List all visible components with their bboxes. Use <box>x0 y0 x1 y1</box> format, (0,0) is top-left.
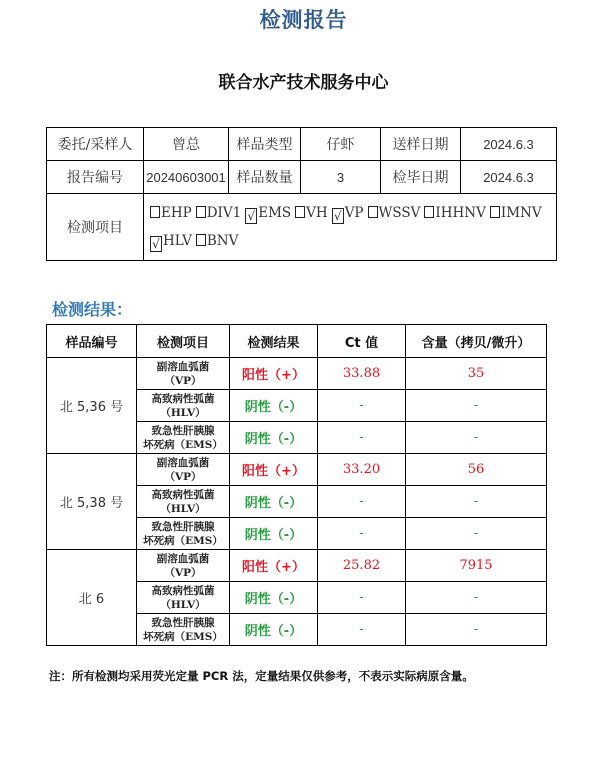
copies-value: - <box>406 422 547 454</box>
test-item-cell <box>137 454 230 486</box>
results-table <box>46 324 547 646</box>
unchecked-box-icon <box>490 206 500 218</box>
test-item-name: WSSV <box>378 205 421 221</box>
test-item-cell <box>137 518 230 550</box>
test-item-line1: 副溶血弧菌 <box>156 456 210 469</box>
results-header-row <box>47 325 547 358</box>
footnote: 注：所有检测均采用荧光定量 PCR 法，定量结果仅供参考，不表示实际病原含量。 <box>49 669 474 683</box>
test-item-line2: （HLV） <box>160 406 206 419</box>
test-item-cell <box>137 550 230 582</box>
test-item-line1: 致急性肝胰腺 <box>151 520 215 533</box>
test-item-name: IMNV <box>500 205 542 221</box>
report-title: 检测报告 <box>259 8 348 32</box>
ct-value: - <box>318 518 406 550</box>
copies-value: 35 <box>406 358 547 390</box>
test-item-line2: 坏死病（EMS） <box>143 438 223 451</box>
test-item-option <box>332 199 364 227</box>
result-positive: 阳性（+） <box>230 454 318 486</box>
header-ct-value: Ct 值 <box>318 325 406 358</box>
test-item-name: HLV <box>163 233 192 249</box>
test-item-option <box>196 199 242 227</box>
test-item-line2: 坏死病（EMS） <box>143 534 223 547</box>
test-item-name: EHP <box>161 205 192 221</box>
header-copies: 含量（拷贝/微升） <box>406 325 547 358</box>
results-section-title: 检测结果： <box>52 300 133 319</box>
result-negative: 阴性（-） <box>230 390 318 422</box>
sample-type-label: 样品类型 <box>229 128 301 161</box>
test-item-name: VH <box>306 205 328 221</box>
test-item-line1: 高致病性弧菌 <box>151 392 215 405</box>
unchecked-box-icon <box>196 234 206 246</box>
copies-value: - <box>406 518 547 550</box>
test-item-line2: （HLV） <box>160 502 206 515</box>
result-negative: 阴性（-） <box>230 582 318 614</box>
finish-date-label: 检毕日期 <box>381 161 461 194</box>
results-body <box>47 358 547 646</box>
test-item-line2: （VP） <box>164 470 202 483</box>
info-row-1 <box>47 128 557 161</box>
result-positive: 阳性（+） <box>230 358 318 390</box>
test-item-cell <box>137 614 230 646</box>
unchecked-box-icon <box>196 206 206 218</box>
sample-qty-value: 3 <box>301 161 381 194</box>
test-item-option <box>424 199 485 227</box>
sample-id: 北 5,36 号 <box>47 358 137 454</box>
info-row-2 <box>47 161 557 194</box>
test-item-cell <box>137 390 230 422</box>
test-item-name: VP <box>344 205 364 221</box>
test-items-list <box>144 194 557 261</box>
info-row-3 <box>47 194 557 261</box>
items-label: 检测项目 <box>47 194 144 261</box>
client-value: 曾总 <box>144 128 229 161</box>
result-row <box>47 550 547 582</box>
finish-date-value: 2024.6.3 <box>461 161 557 194</box>
result-positive: 阳性（+） <box>230 550 318 582</box>
header-test-result: 检测结果 <box>230 325 318 358</box>
checked-box-icon: √ <box>332 208 344 224</box>
result-row <box>47 358 547 390</box>
checked-box-icon: √ <box>245 208 257 224</box>
test-item-name: IHHNV <box>435 205 486 221</box>
result-negative: 阴性（-） <box>230 614 318 646</box>
test-item-option <box>368 199 421 227</box>
sample-type-value: 仔虾 <box>301 128 381 161</box>
test-item-line1: 致急性肝胰腺 <box>151 616 215 629</box>
test-item-line1: 副溶血弧菌 <box>156 360 210 373</box>
copies-value: 7915 <box>406 550 547 582</box>
sample-qty-label: 样品数量 <box>229 161 301 194</box>
test-item-name: EMS <box>258 205 292 221</box>
test-item-cell <box>137 582 230 614</box>
result-negative: 阴性（-） <box>230 486 318 518</box>
unchecked-box-icon <box>150 206 160 218</box>
ct-value: - <box>318 614 406 646</box>
report-no-value: 20240603001 <box>144 161 229 194</box>
unchecked-box-icon <box>368 206 378 218</box>
ct-value: - <box>318 390 406 422</box>
send-date-label: 送样日期 <box>381 128 461 161</box>
ct-value: 33.88 <box>318 358 406 390</box>
test-item-line2: （VP） <box>164 374 202 387</box>
test-item-line1: 高致病性弧菌 <box>151 584 215 597</box>
ct-value: 25.82 <box>318 550 406 582</box>
ct-value: 33.20 <box>318 454 406 486</box>
ct-value: - <box>318 422 406 454</box>
report-no-label: 报告编号 <box>47 161 144 194</box>
header-test-item: 检测项目 <box>137 325 230 358</box>
copies-value: - <box>406 390 547 422</box>
test-item-option <box>150 199 192 227</box>
copies-value: - <box>406 582 547 614</box>
test-item-option <box>490 199 542 227</box>
test-item-line2: （VP） <box>164 566 202 579</box>
test-item-option <box>196 227 238 255</box>
test-item-line1: 副溶血弧菌 <box>156 552 210 565</box>
organization-name: 联合水产技术服务中心 <box>218 73 389 93</box>
result-row <box>47 454 547 486</box>
send-date-value: 2024.6.3 <box>461 128 557 161</box>
test-item-cell <box>137 486 230 518</box>
test-item-line2: 坏死病（EMS） <box>143 630 223 643</box>
copies-value: - <box>406 486 547 518</box>
ct-value: - <box>318 582 406 614</box>
client-label: 委托/采样人 <box>47 128 144 161</box>
test-item-name: DIV1 <box>206 205 242 221</box>
sample-id: 北 5,38 号 <box>47 454 137 550</box>
test-item-cell <box>137 358 230 390</box>
result-negative: 阴性（-） <box>230 422 318 454</box>
test-item-line2: （HLV） <box>160 598 206 611</box>
header-sample-no: 样品编号 <box>47 325 137 358</box>
ct-value: - <box>318 486 406 518</box>
test-item-option <box>150 227 192 255</box>
checked-box-icon: √ <box>150 236 162 252</box>
test-item-line1: 致急性肝胰腺 <box>151 424 215 437</box>
sample-id: 北 6 <box>47 550 137 646</box>
test-item-line1: 高致病性弧菌 <box>151 488 215 501</box>
test-item-option <box>295 199 328 227</box>
copies-value: - <box>406 614 547 646</box>
result-negative: 阴性（-） <box>230 518 318 550</box>
test-item-cell <box>137 422 230 454</box>
test-item-option <box>245 199 291 227</box>
test-item-name: BNV <box>206 233 239 249</box>
unchecked-box-icon <box>424 206 434 218</box>
copies-value: 56 <box>406 454 547 486</box>
info-table <box>46 127 557 261</box>
unchecked-box-icon <box>295 206 305 218</box>
